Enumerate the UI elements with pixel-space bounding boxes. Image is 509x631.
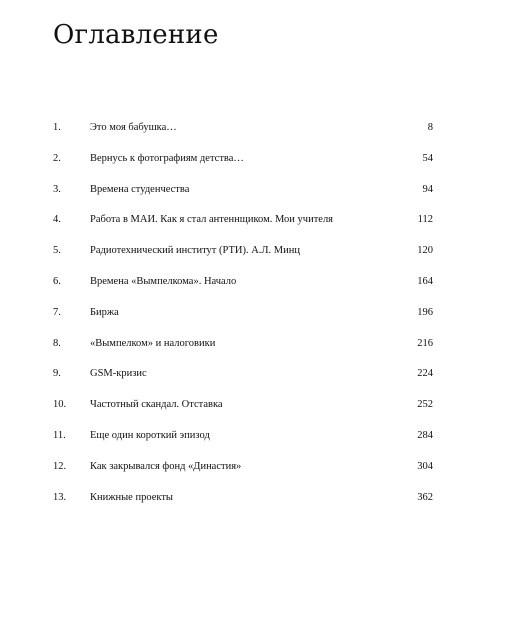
toc-entry-number: 11. [53,429,66,441]
toc-entry-title: Книжные проекты [90,491,173,503]
toc-entry-title: GSM-кризис [90,368,147,380]
toc-entry-title: Времена «Вымпелкома». Начало [90,275,237,287]
toc-entry[interactable] [53,396,433,427]
toc-entry[interactable] [53,458,433,489]
toc-entry-title: Еще один короткий эпизод [90,429,210,441]
toc-entry-page: 164 [417,275,433,287]
toc-entry-page: 216 [417,337,433,349]
toc-entry-number: 8. [53,337,61,349]
toc-entry-number: 5. [53,245,61,257]
toc-entry-page: 252 [417,399,433,411]
toc-entry-title: Это моя бабушка… [90,122,177,133]
toc-entry[interactable] [53,242,433,273]
page-title: Оглавление [53,20,219,50]
toc-entry[interactable] [53,427,433,458]
toc-entry-number: 6. [53,275,61,287]
toc-entry[interactable] [53,489,433,520]
toc-entry-page: 54 [422,152,433,164]
toc-entry-number: 1. [53,122,61,133]
toc-entry-title: Радиотехнический институт (РТИ). А.Л. Минц [90,245,300,257]
toc-entry-page: 362 [417,491,433,503]
toc-entry-title: Как закрывался фонд «Династия» [90,460,242,472]
toc-entry-number: 10. [53,399,67,411]
toc-entry-number: 9. [53,368,61,380]
toc-entry-title: Вернусь к фотографиям детства… [90,152,244,164]
toc-entry-page: 284 [417,429,433,441]
table-of-contents [53,119,433,519]
toc-entry[interactable] [53,119,433,150]
toc-entry-title: Времена студенчества [90,183,190,195]
toc-entry-title: «Вымпелком» и налоговики [90,337,216,349]
toc-entry[interactable] [53,211,433,242]
toc-entry-page: 224 [417,368,433,380]
toc-entry-page: 112 [417,214,433,226]
toc-entry-page: 8 [427,122,433,133]
toc-entry[interactable] [53,273,433,304]
toc-entry-number: 13. [53,491,67,503]
toc-entry[interactable] [53,181,433,212]
toc-entry-page: 304 [417,460,433,472]
toc-entry-number: 7. [53,306,61,318]
toc-entry-number: 4. [53,214,61,226]
toc-entry-title: Работа в МАИ. Как я стал антеннщиком. Мои учителя [90,214,334,226]
toc-entry[interactable] [53,150,433,181]
toc-entry-page: 120 [417,245,433,257]
toc-entry[interactable] [53,365,433,396]
toc-entry-page: 94 [422,183,433,195]
toc-entry-page: 196 [417,306,433,318]
toc-entry-number: 3. [53,183,61,195]
toc-entry-title: Биржа [90,306,119,318]
toc-entry-number: 12. [53,460,67,472]
toc-entry[interactable] [53,304,433,335]
toc-entry[interactable] [53,335,433,366]
toc-entry-title: Частотный скандал. Отставка [90,399,223,411]
toc-entry-number: 2. [53,152,61,164]
